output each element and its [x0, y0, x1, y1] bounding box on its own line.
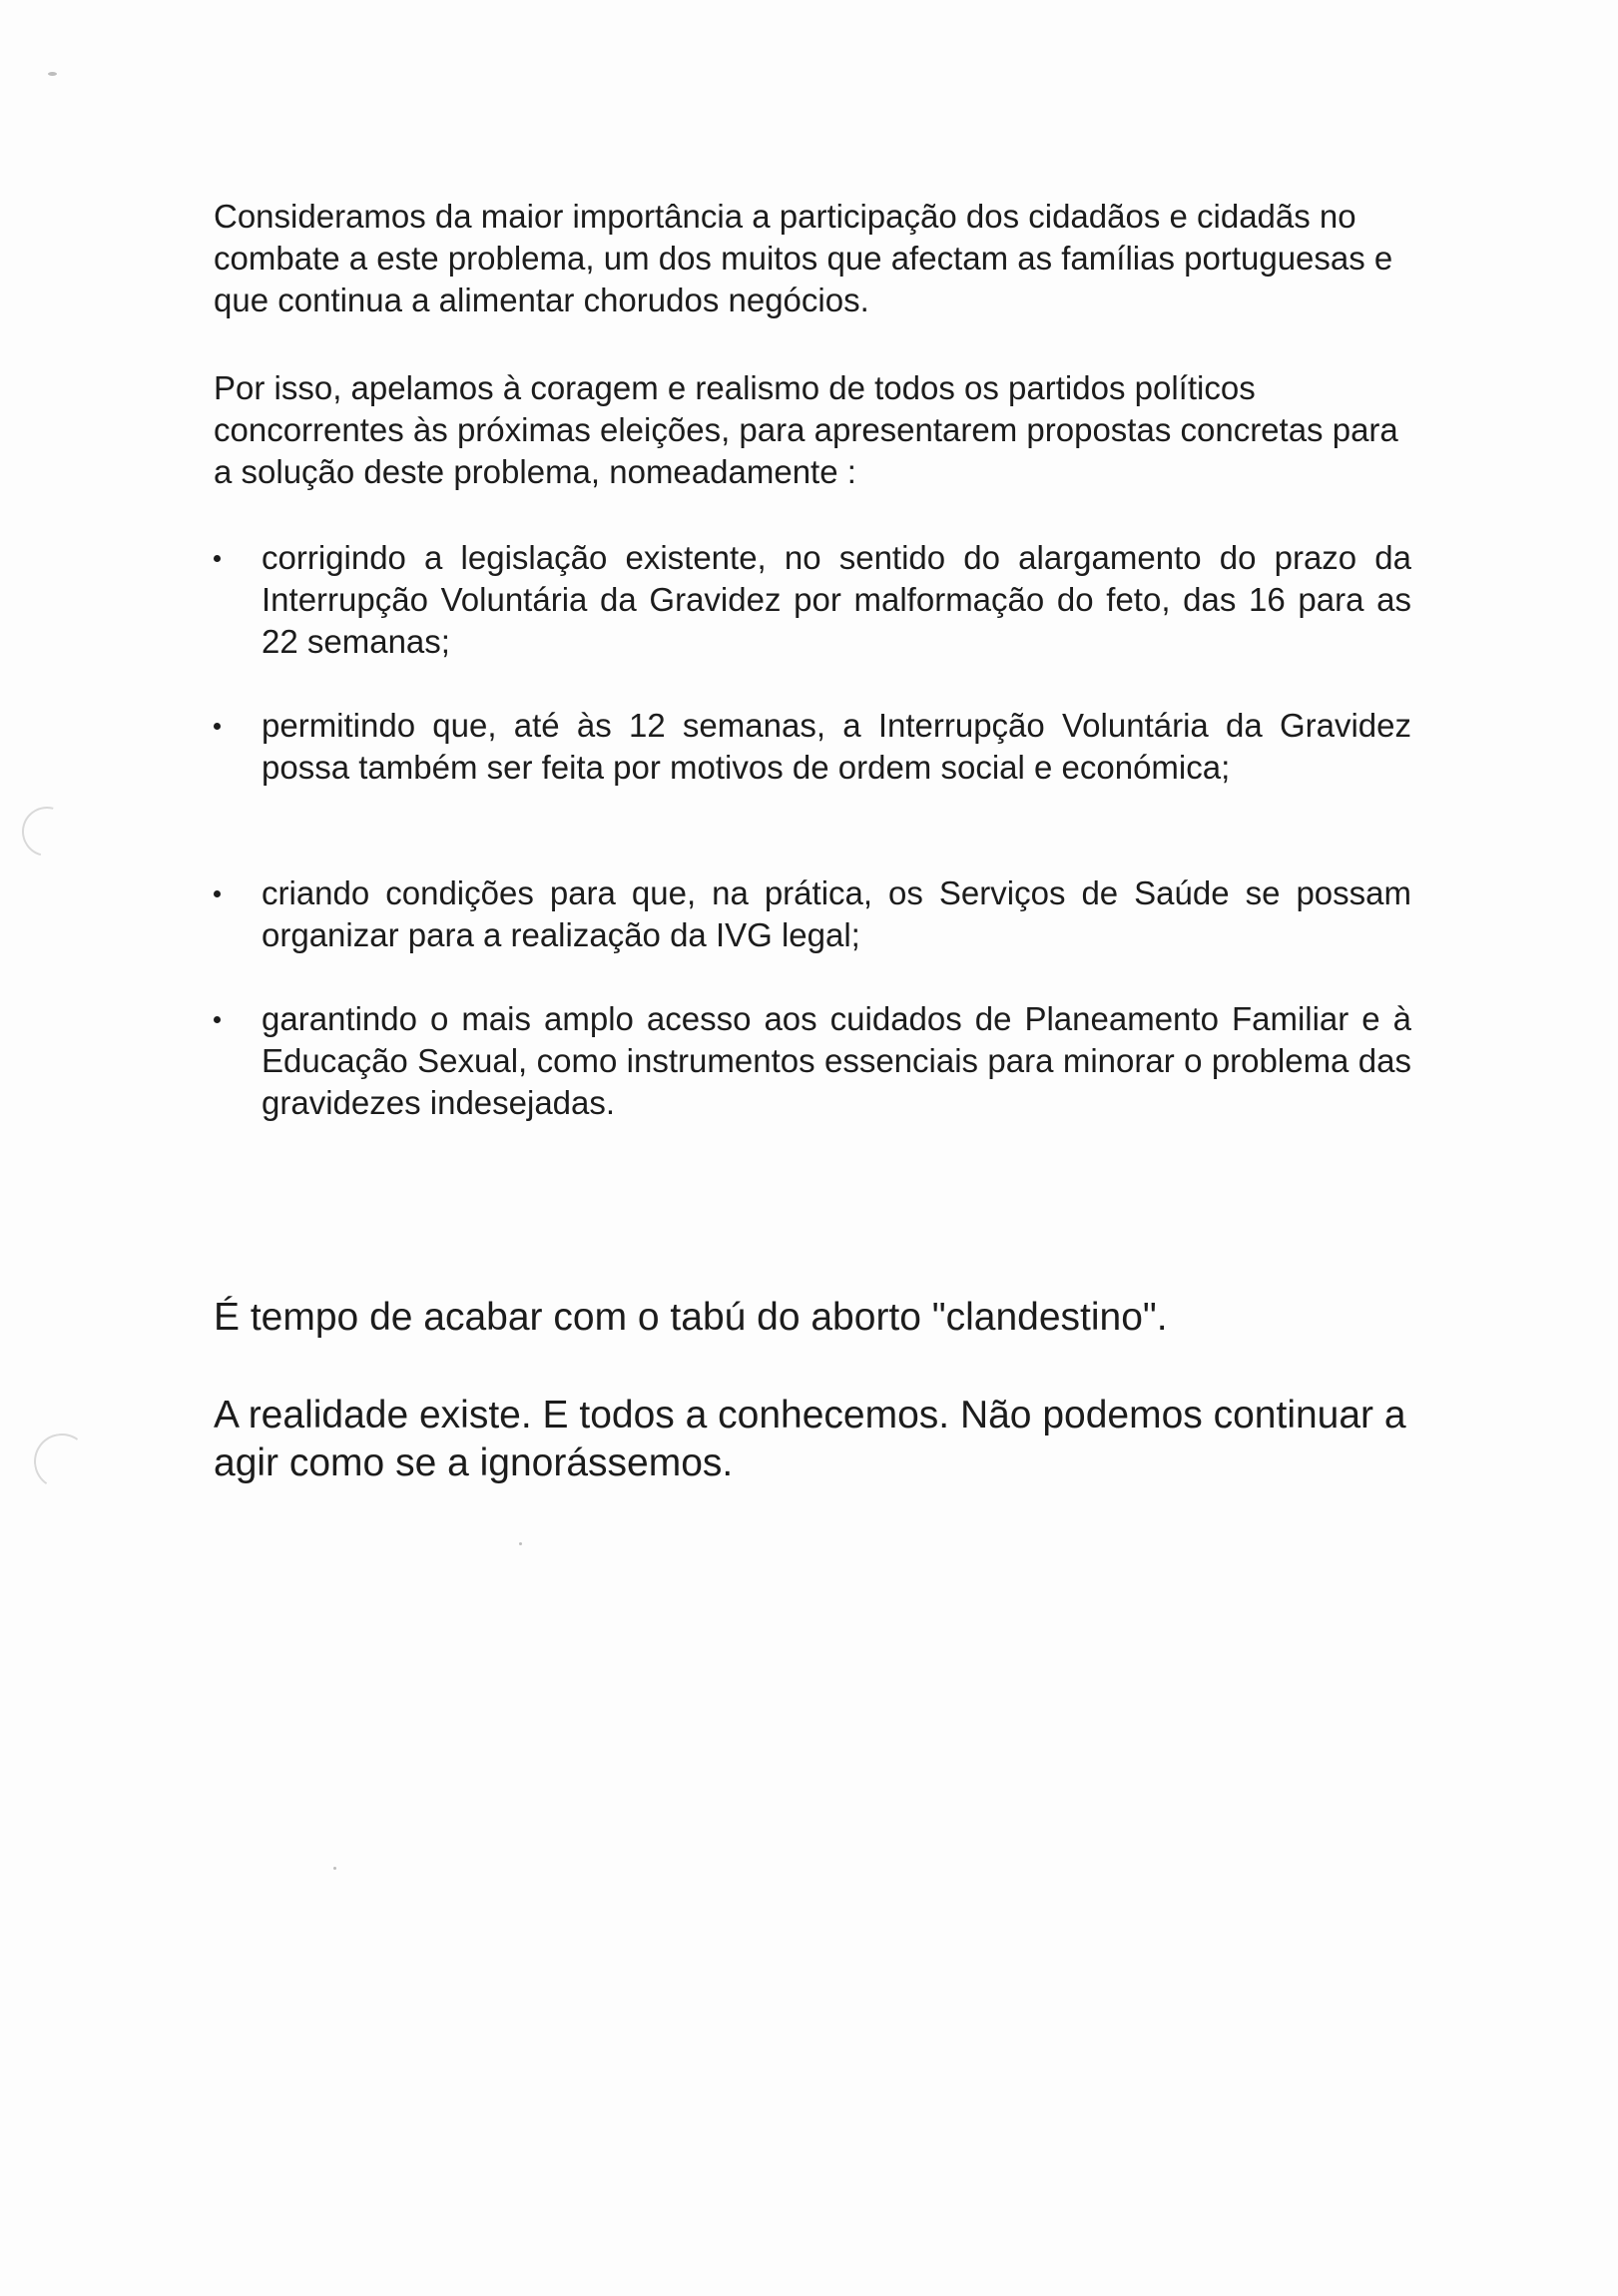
scan-speck	[48, 72, 57, 76]
bullet-icon	[214, 555, 221, 562]
bullet-icon	[214, 890, 221, 897]
punch-hole-mark	[13, 798, 81, 865]
list-item	[214, 537, 1411, 663]
bullet-icon	[214, 1016, 221, 1023]
list-item-text: criando condições para que, na prática, os Serviços de Saúde se possam organizar para a realização da IVG legal;	[262, 874, 1411, 953]
list-item-text: permitindo que, até às 12 semanas, a Interrupção Voluntária da Gravidez possa também ser feita por motivos de ordem social e económica;	[262, 707, 1411, 786]
scan-speck	[333, 1867, 336, 1870]
list-item-text: garantindo o mais amplo acesso aos cuidados de Planeamento Familiar e à Educação Sexual, como instrumentos essenciais para minorar o problema das gravidezes indesejadas.	[262, 1000, 1411, 1121]
list-item	[214, 872, 1411, 956]
scan-speck	[519, 1542, 522, 1545]
paragraph-appeal-to-parties: Por isso, apelamos à coragem e realismo de todos os partidos políticos concorrentes às próximas eleições, para apresentarem propostas concretas para a solução deste problema, nomeadamente :	[214, 369, 1398, 490]
list-item-text: corrigindo a legislação existente, no sentido do alargamento do prazo da Interrupção Voluntária da Gravidez por malformação do feto, das 16 para as 22 semanas;	[262, 539, 1411, 660]
punch-hole-mark	[30, 1430, 95, 1494]
closing-statement-reality: A realidade existe. E todos a conhecemos. Não podemos continuar a agir como se a ignorássemos.	[214, 1394, 1406, 1484]
list-item	[214, 998, 1411, 1124]
list-item	[214, 705, 1411, 789]
closing-statement-taboo: É tempo de acabar com o tabú do aborto "clandestino".	[214, 1296, 1168, 1339]
paragraph-citizen-participation: Consideramos da maior importância a participação dos cidadãos e cidadãs no combate a este problema, um dos muitos que afectam as famílias portuguesas e que continua a alimentar chorudos negócios.	[214, 198, 1393, 318]
bullet-icon	[214, 723, 221, 730]
